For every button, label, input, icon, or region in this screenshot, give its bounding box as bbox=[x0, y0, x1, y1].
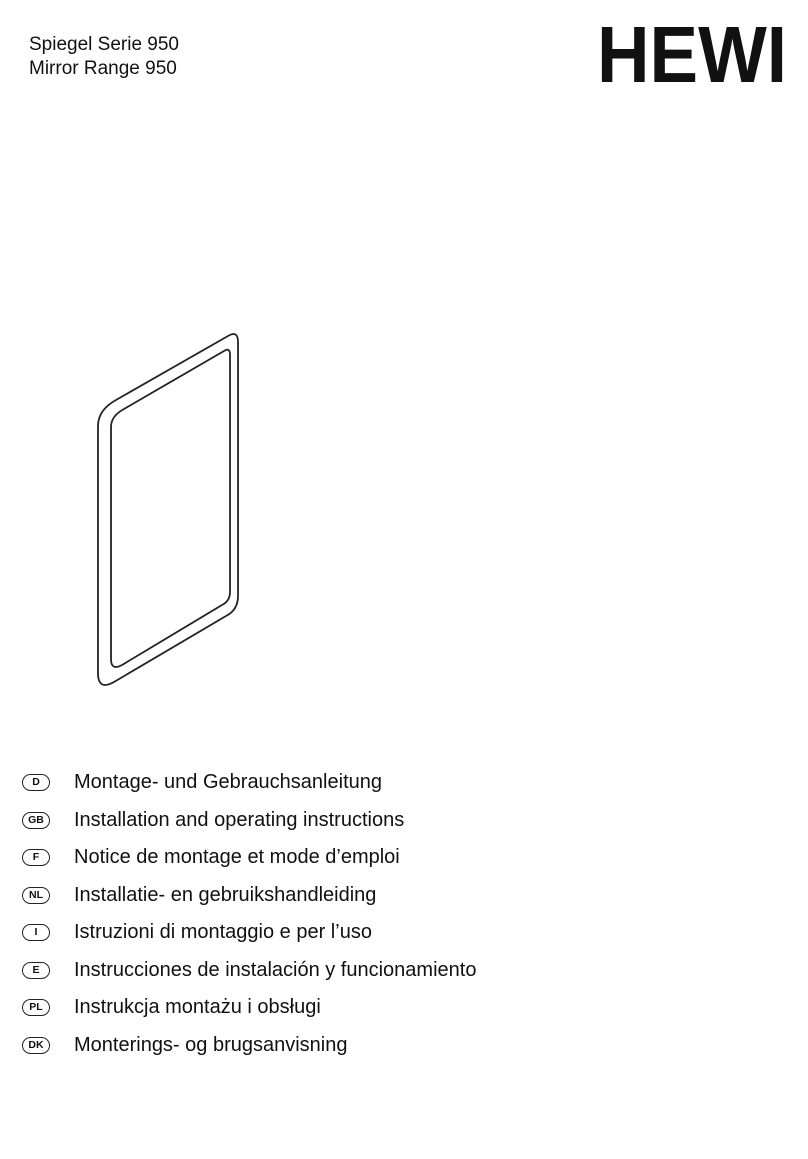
language-label: Installation and operating instructions bbox=[74, 808, 405, 831]
language-item-nl bbox=[22, 877, 476, 915]
language-label: Instrukcja montażu i obsługi bbox=[74, 996, 321, 1019]
language-code-badge: DK bbox=[22, 1037, 50, 1054]
language-item-e bbox=[22, 952, 476, 990]
language-item-f bbox=[22, 839, 476, 877]
language-code-badge: PL bbox=[22, 999, 50, 1016]
language-code-badge: F bbox=[22, 849, 50, 866]
language-label: Istruzioni di montaggio e per l’uso bbox=[74, 921, 372, 944]
language-code-badge: GB bbox=[22, 812, 50, 829]
title-english: Mirror Range 950 bbox=[29, 58, 177, 79]
language-item-pl bbox=[22, 989, 476, 1027]
language-item-dk bbox=[22, 1027, 476, 1065]
logo-text: HEWI bbox=[597, 22, 787, 84]
mirror-outer-frame bbox=[98, 334, 238, 685]
language-item-i bbox=[22, 914, 476, 952]
language-item-de bbox=[22, 764, 476, 802]
language-list bbox=[22, 764, 476, 1064]
hewi-logo bbox=[597, 22, 787, 84]
mirror-icon bbox=[90, 330, 245, 695]
language-label: Notice de montage et mode d’emploi bbox=[74, 846, 400, 869]
language-label: Instrucciones de instalación y funcionamiento bbox=[74, 958, 477, 981]
language-code-badge: D bbox=[22, 774, 50, 791]
language-code-badge: I bbox=[22, 924, 50, 941]
language-item-gb bbox=[22, 802, 476, 840]
language-label: Montage- und Gebrauchsanleitung bbox=[74, 771, 382, 794]
title-german: Spiegel Serie 950 bbox=[29, 34, 179, 55]
document-title bbox=[29, 33, 179, 81]
language-code-badge: NL bbox=[22, 887, 50, 904]
language-code-badge: E bbox=[22, 962, 50, 979]
language-label: Installatie- en gebruikshandleiding bbox=[74, 883, 377, 906]
mirror-inner-frame bbox=[111, 350, 230, 667]
language-label: Monterings- og brugsanvisning bbox=[74, 1033, 348, 1056]
